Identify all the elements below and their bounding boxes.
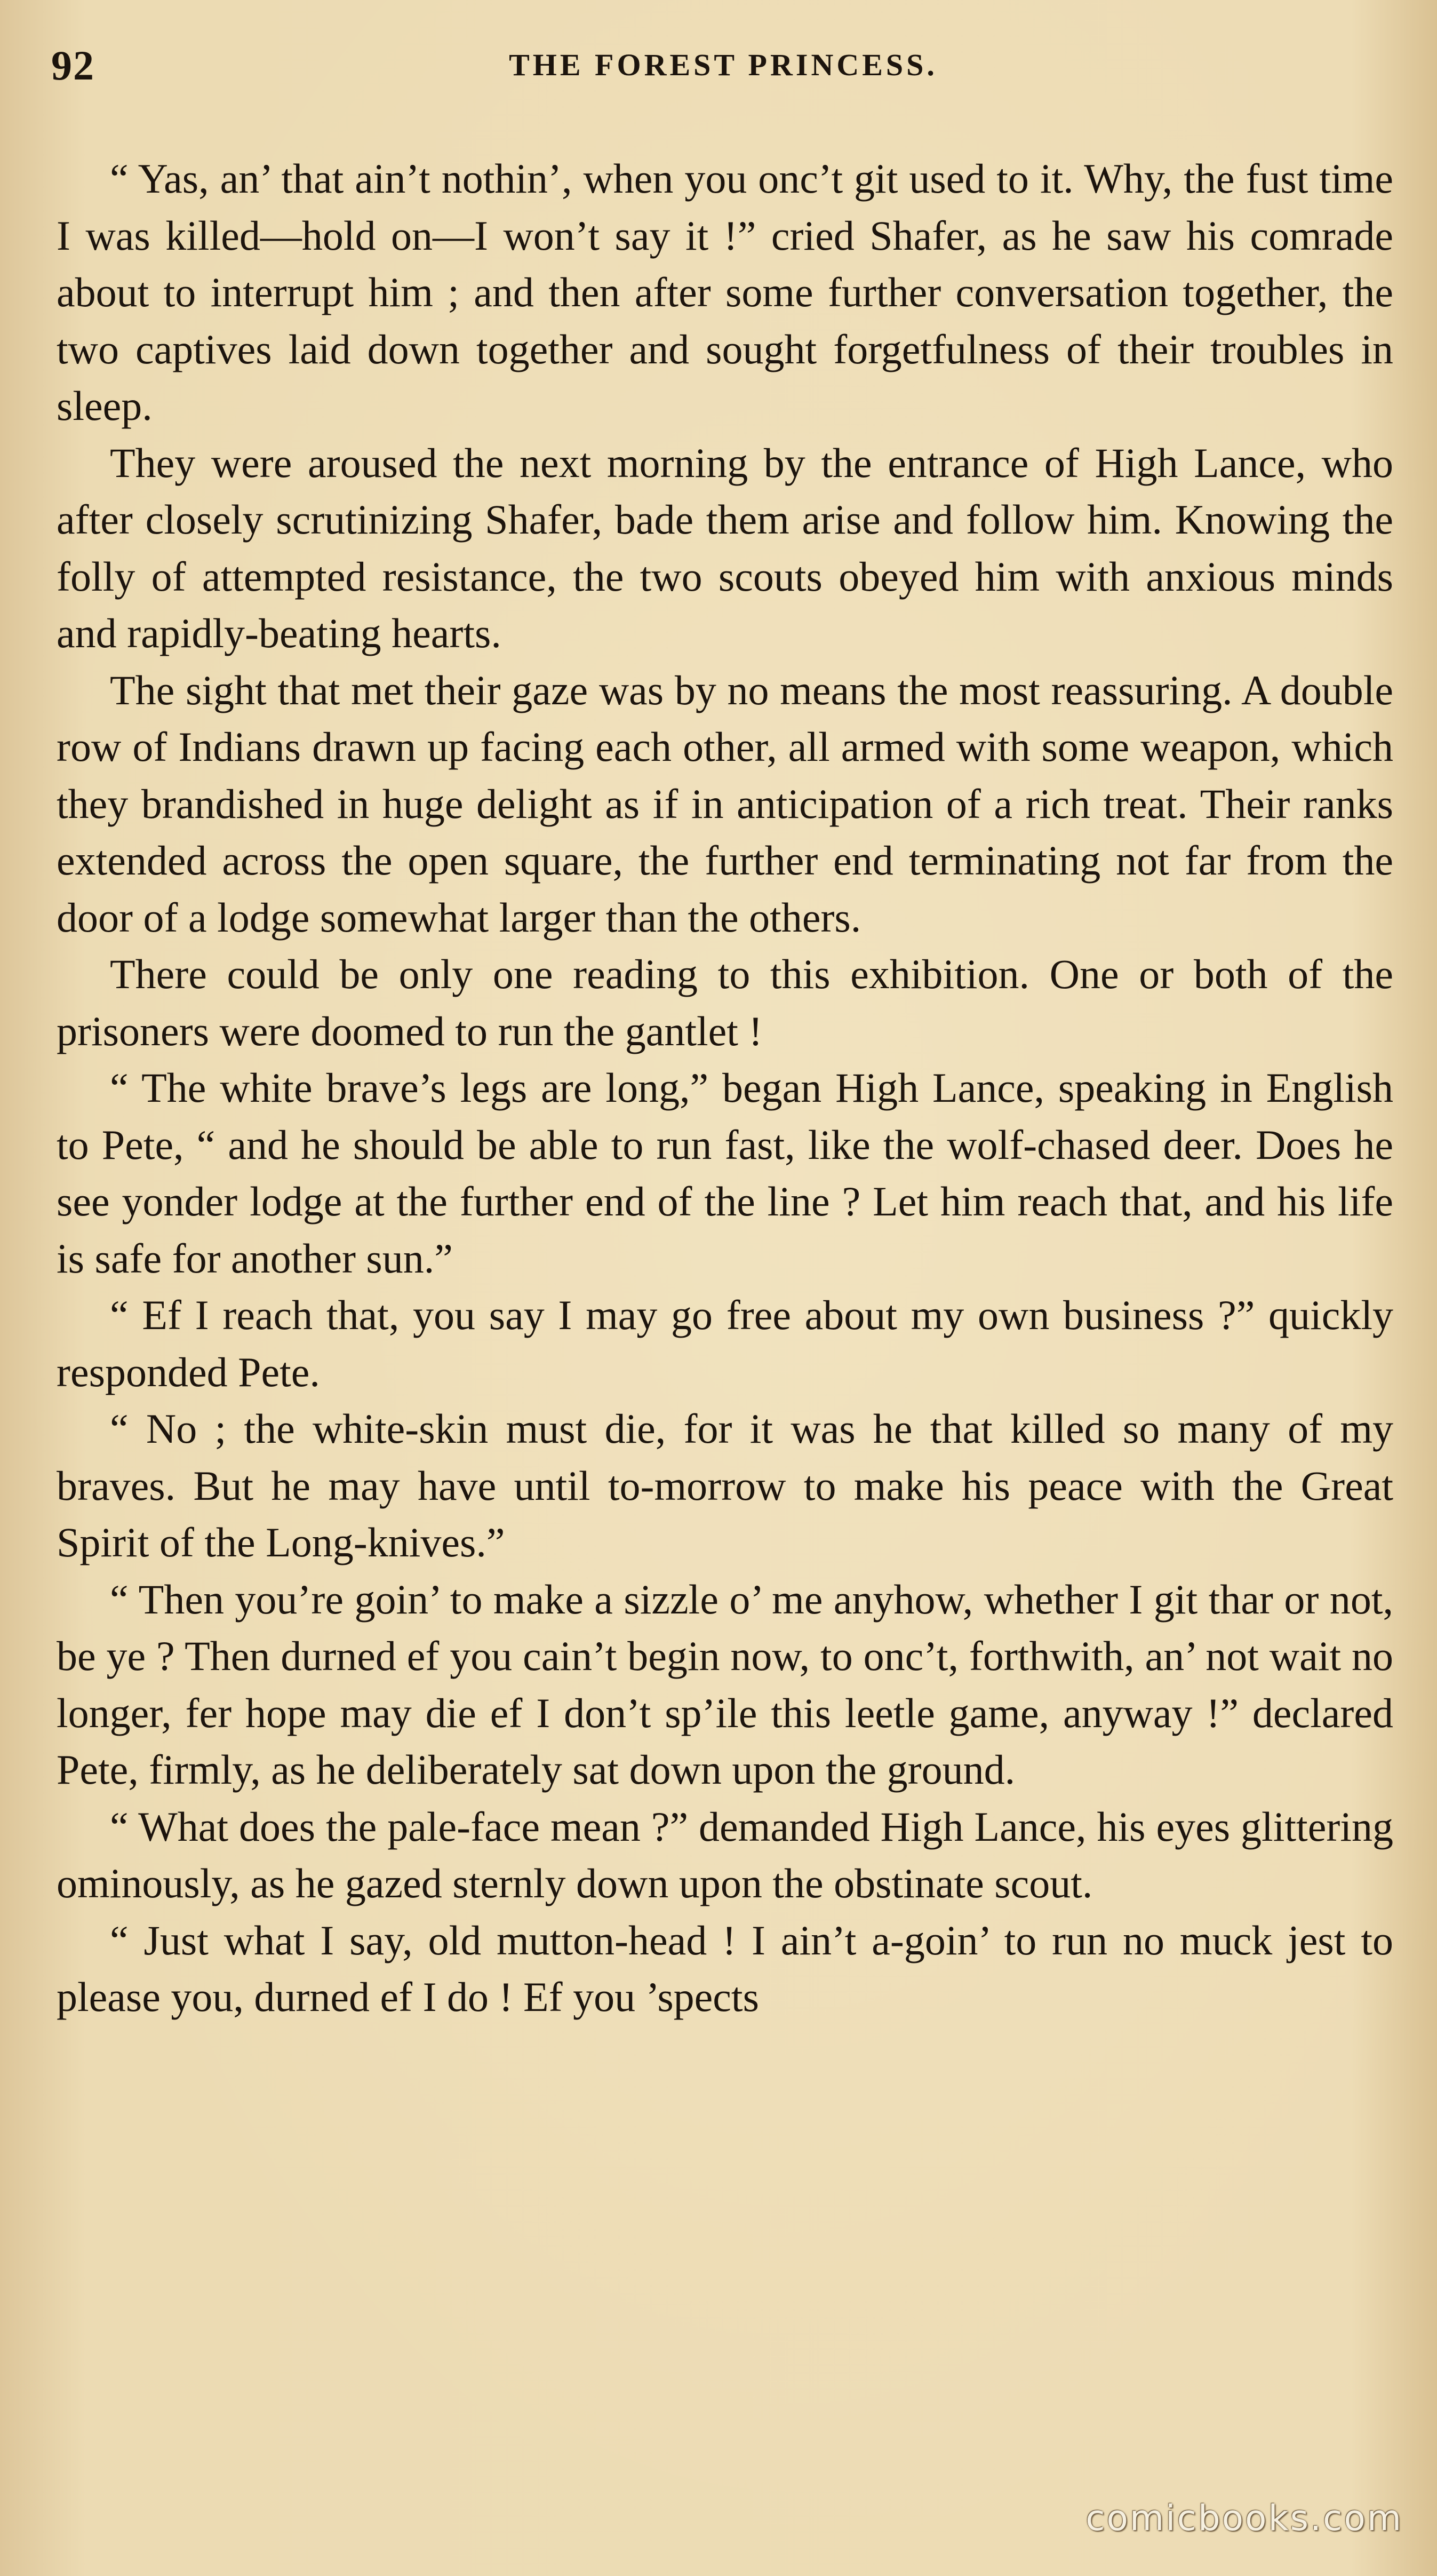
paragraph: “ What does the pale-face mean ?” demanded High Lance, his eyes glittering ominously, as he gazed sternly down upon the obstinate scout. [57,1803,1393,1906]
page-header [51,42,1395,106]
watermark: comicbooks.com [1085,2498,1403,2539]
paragraph: “ Ef I reach that, you say I may go free about my own business ?” quickly responded Pete. [57,1292,1393,1395]
paragraph: They were aroused the next morning by the entrance of High Lance, who after closely scrutinizing Shafer, bade them arise and follow him. Knowing the folly of attempted resistance, the two scouts obeyed him with anxious minds and rapidly-beating hearts. [57,439,1393,656]
paragraph: There could be only one reading to this exhibition. One or both of the prisoners were doomed to run the gantlet ! [57,951,1393,1054]
paragraph: “ The white brave’s legs are long,” began High Lance, speaking in English to Pete, “ and he should be able to run fast, like the wolf-chased deer. Does he see yonder lodge at the further end of the line ? Let him reach that, and his life is safe for another sun.” [57,1064,1393,1282]
paragraph: “ Just what I say, old mutton-head ! I ain’t a-goin’ to run no muck jest to please you, durned ef I do ! Ef you ’spects [57,1917,1393,2020]
paragraph: “ Yas, an’ that ain’t nothin’, when you onc’t git used to it. Why, the fust time I was killed—hold on—I won’t say it !” cried Shafer, as he saw his comrade about to interrupt him ; and then after some further conversation together, the two captives laid down together and sought forgetfulness of their troubles in sleep. [57,155,1393,429]
paragraph: “ Then you’re goin’ to make a sizzle o’ me anyhow, whether I git thar or not, be ye ? Then durned ef you cain’t begin now, to onc’t, forthwith, an’ not wait no longer, fer hope may die ef I don’t sp’ile this leetle game, anyway !” declared Pete, firmly, as he deliberately sat down upon the ground. [57,1576,1393,1793]
body-text [57,150,1393,2026]
running-title: THE FOREST PRINCESS. [509,47,938,82]
paragraph: “ No ; the white-skin must die, for it was he that killed so many of my braves. But he may have until to-morrow to make his peace with the Great Spirit of the Long-knives.” [57,1405,1393,1565]
paragraph: The sight that met their gaze was by no means the most reassuring. A double row of Indians drawn up facing each other, all armed with some weapon, which they brandished in huge delight as if in anticipation of a rich treat. Their ranks extended across the open square, the further end terminating not far from the door of a lodge somewhat larger than the others. [57,666,1393,941]
page-number: 92 [51,42,95,89]
